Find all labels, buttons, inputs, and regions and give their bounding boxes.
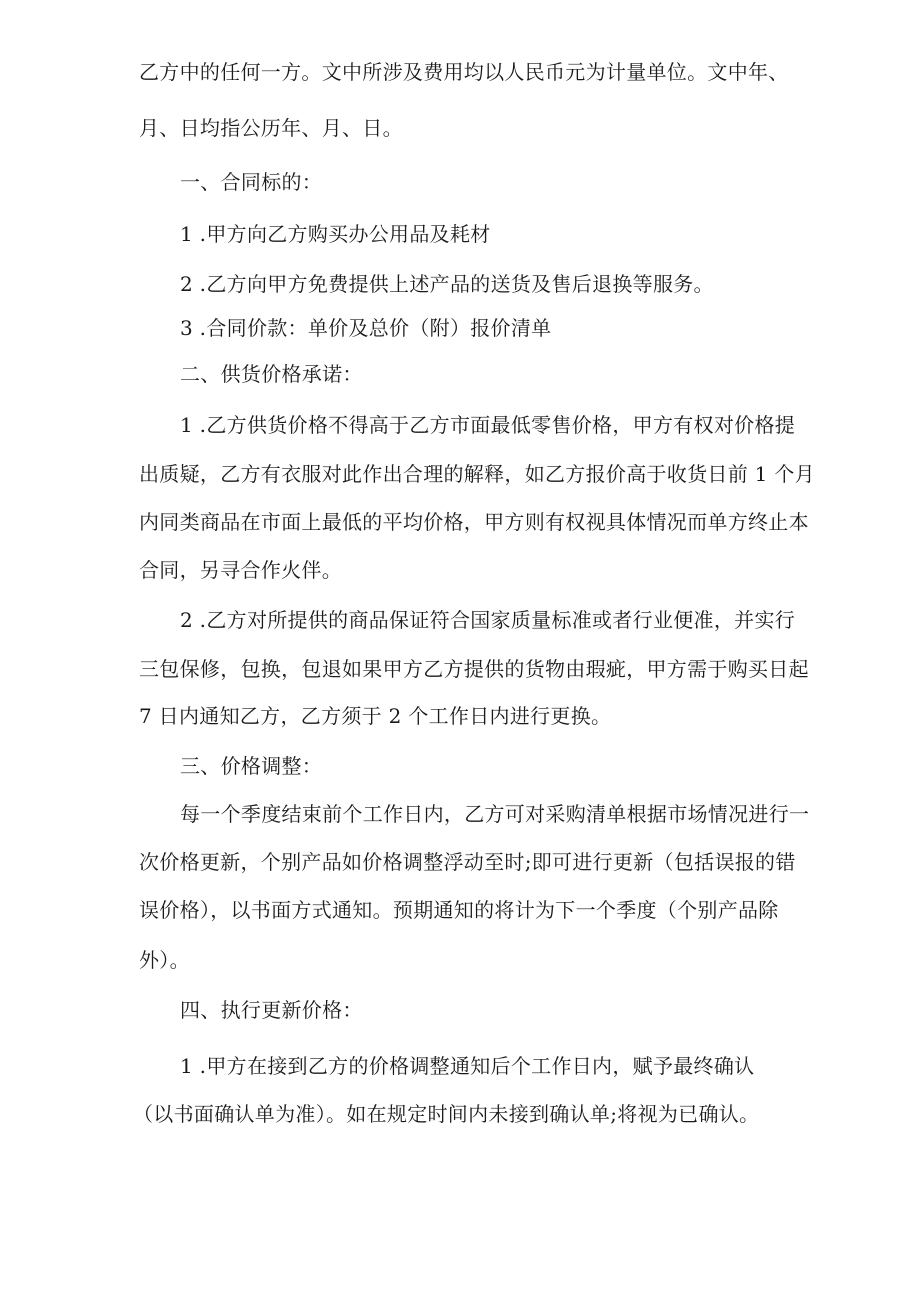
- body-text-line: 月、日均指公历年、月、日。: [139, 116, 403, 140]
- clause-item: 2 .乙方对所提供的商品保证符合国家质量标准或者行业便准，并实行: [180, 608, 796, 632]
- section-heading: 四、执行更新价格：: [180, 998, 363, 1022]
- clause-item: 1 .乙方供货价格不得高于乙方市面最低零售价格，甲方有权对价格提: [180, 413, 796, 437]
- section-heading: 一、合同标的：: [180, 170, 323, 194]
- body-text-line: 7 日内通知乙方，乙方须于 2 个工作日内进行更换。: [139, 704, 612, 728]
- clause-item: 1 .甲方向乙方购买办公用品及耗材: [180, 222, 491, 246]
- body-text-line: 三包保修，包换，包退如果甲方乙方提供的货物由瑕疵，甲方需于购买日起: [139, 657, 809, 681]
- clause-item: 3 .合同价款：单价及总价（附）报价清单: [180, 316, 552, 340]
- paragraph-start: 每一个季度结束前个工作日内，乙方可对采购清单根据市场情况进行一: [180, 802, 810, 826]
- body-text-line: 外）。: [139, 948, 190, 972]
- body-text-line: 出质疑，乙方有衣服对此作出合理的解释，如乙方报价高于收货日前 1 个月: [139, 462, 815, 486]
- body-text-line: 误价格），以书面方式通知。预期通知的将计为下一个季度（个别产品除: [139, 898, 779, 922]
- body-text-line: （以书面确认单为准）。如在规定时间内未接到确认单;将视为已确认。: [133, 1102, 760, 1126]
- body-text-line: 乙方中的任何一方。文中所涉及费用均以人民币元为计量单位。文中年、: [139, 60, 789, 84]
- section-heading: 二、供货价格承诺：: [180, 362, 363, 386]
- clause-item: 1 .甲方在接到乙方的价格调整通知后个工作日内，赋予最终确认: [180, 1054, 755, 1078]
- body-text-line: 合同，另寻合作火伴。: [139, 558, 342, 582]
- section-heading: 三、价格调整：: [180, 754, 323, 778]
- body-text-line: 内同类商品在市面上最低的平均价格，甲方则有权视具体情况而单方终止本: [139, 510, 809, 534]
- clause-item: 2 .乙方向甲方免费提供上述产品的送货及售后退换等服务。: [180, 272, 714, 296]
- body-text-line: 次价格更新，个别产品如价格调整浮动至时;即可进行更新（包括误报的错: [139, 850, 796, 874]
